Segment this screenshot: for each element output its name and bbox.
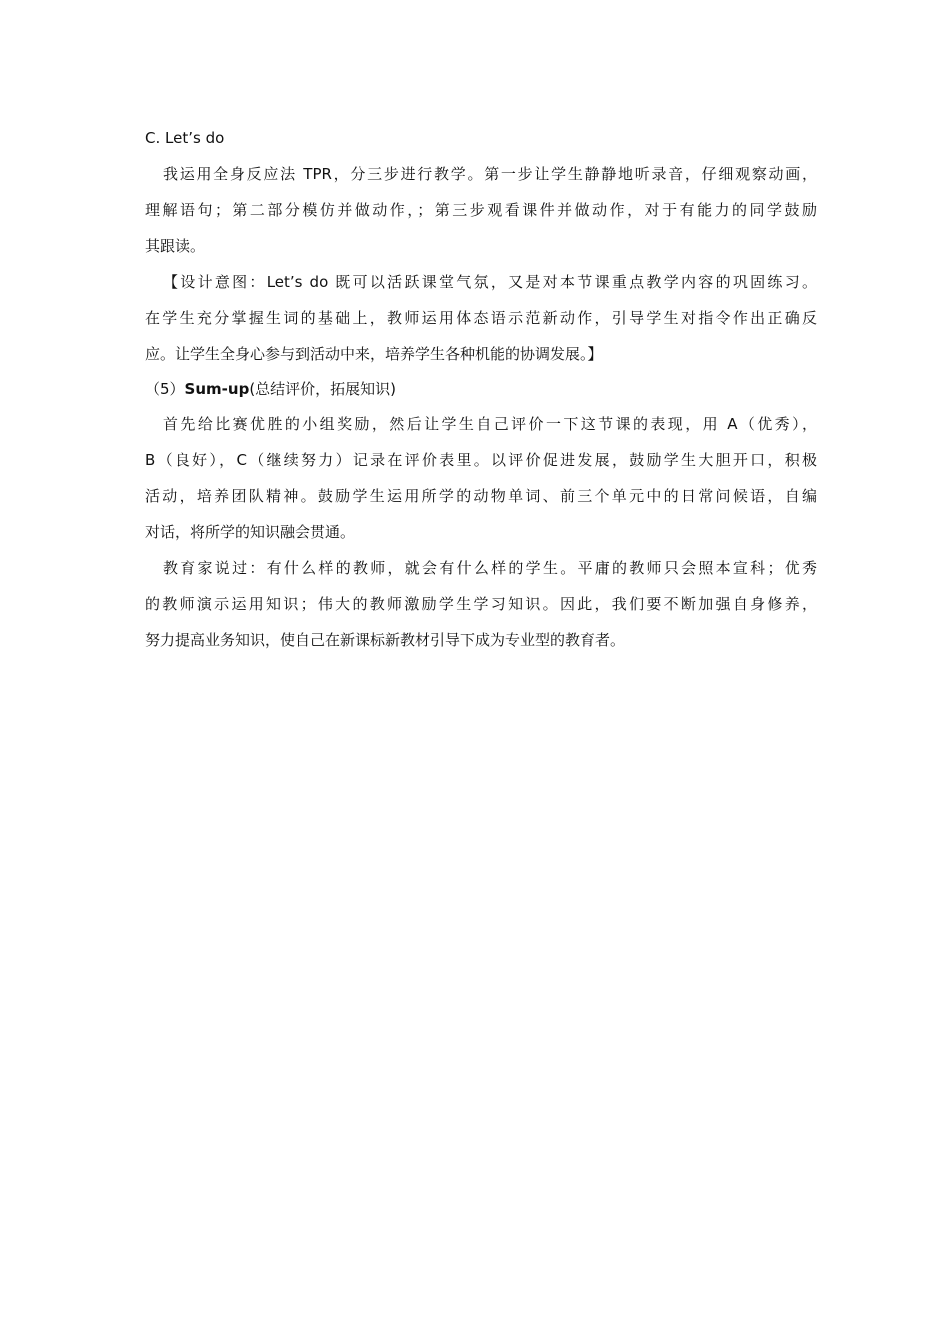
paragraph-design-intent (145, 270, 817, 377)
paragraph-line: B（良好），C（继续努力）记录在评价表里。以评价促进发展，鼓励学生大胆开口，积极 (145, 451, 817, 469)
paragraph-line: 对话，将所学的知识融会贯通。 (145, 523, 356, 541)
paragraph-line: 在学生充分掌握生词的基础上，教师运用体态语示范新动作，引导学生对指令作出正确反 (145, 309, 817, 327)
paragraph-line: 【设计意图：Let’s do 既可以活跃课堂气氛，又是对本节课重点教学内容的巩固练习。 (163, 273, 817, 291)
section-heading-sum-up (145, 377, 817, 412)
paragraph-line: 努力提高业务知识，使自己在新课标新教材引导下成为专业型的教育者。 (145, 631, 626, 649)
paragraph-educator-quote (145, 556, 817, 664)
heading-title: Sum-up (184, 380, 250, 398)
paragraph-line: 其跟读。 (145, 237, 206, 255)
heading-number: （5） (145, 380, 185, 398)
heading-subtitle: (总结评价，拓展知识) (249, 380, 397, 398)
section-heading-lets-do: C. Let’s do (145, 129, 225, 147)
paragraph-tpr-method (145, 162, 817, 270)
paragraph-line: 我运用全身反应法 TPR，分三步进行教学。第一步让学生静静地听录音，仔细观察动画， (163, 165, 817, 183)
document-body (145, 126, 817, 664)
paragraph-line: 首先给比赛优胜的小组奖励，然后让学生自己评价一下这节课的表现，用 A（优秀）， (163, 415, 817, 433)
paragraph-line: 教育家说过：有什么样的教师，就会有什么样的学生。平庸的教师只会照本宣科；优秀 (163, 559, 817, 577)
paragraph-line: 应。让学生全身心参与到活动中来，培养学生各种机能的协调发展。】 (145, 345, 603, 363)
paragraph-line: 理解语句；第二部分模仿并做动作，；第三步观看课件并做动作，对于有能力的同学鼓励 (145, 201, 817, 219)
paragraph-evaluation (145, 412, 817, 556)
paragraph-line: 的教师演示运用知识；伟大的教师激励学生学习知识。因此，我们要不断加强自身修养， (145, 595, 817, 613)
paragraph-line: 活动，培养团队精神。鼓励学生运用所学的动物单词、前三个单元中的日常问候语，自编 (145, 487, 817, 505)
